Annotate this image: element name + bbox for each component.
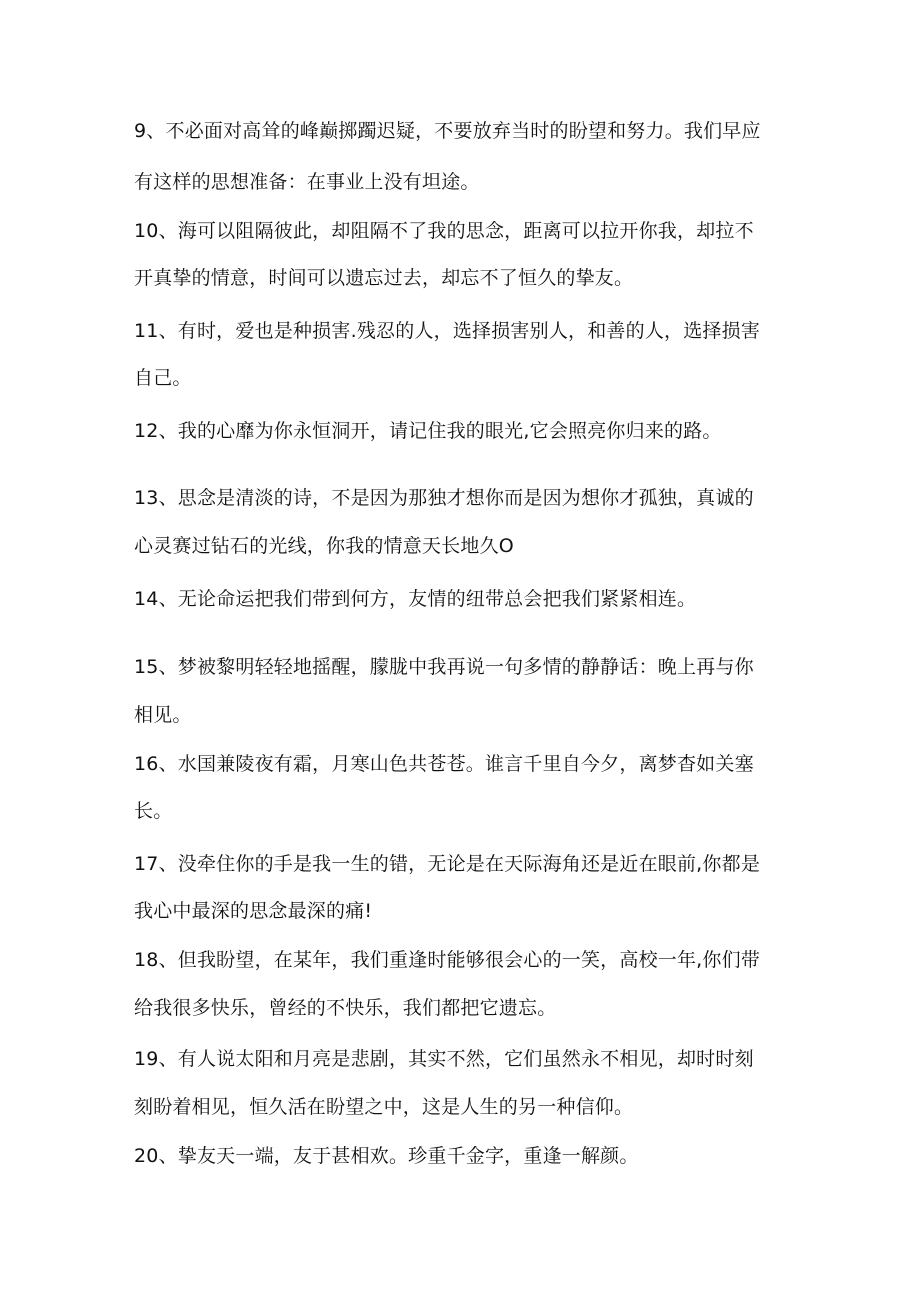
- paragraph-9-line-2: 有这样的思想准备：在事业上没有坦途。: [134, 171, 480, 193]
- paragraph-16-line-1: 16、水国兼陵夜有霜，月寒山色共苍苍。谁言千里自今夕，离梦杳如关塞: [134, 753, 754, 775]
- paragraph-15-line-2: 相见。: [134, 704, 192, 726]
- paragraph-17-line-1: 17、没牵住你的手是我一生的错，无论是在天际海角还是近在眼前,你都是: [134, 853, 761, 875]
- paragraph-9-line-1: 9、不必面对高耸的峰巅掷躅迟疑，不要放弃当时的盼望和努力。我们早应: [134, 120, 761, 142]
- paragraph-14-line-1: 14、无论命运把我们带到何方，友情的纽带总会把我们紧紧相连。: [134, 588, 697, 610]
- paragraph-10-line-1: 10、海可以阻隔彼此，却阻隔不了我的思念，距离可以拉开你我，却拉不: [134, 220, 754, 242]
- paragraph-19-line-2: 刻盼着相见，恒久活在盼望之中，这是人生的另一种信仰。: [134, 1096, 634, 1118]
- paragraph-18-line-1: 18、但我盼望，在某年，我们重逢时能够很会心的一笑，高校一年,你们带: [134, 949, 761, 971]
- paragraph-11-line-1: 11、有时，爱也是种损害.残忍的人，选择损害别人，和善的人，选择损害: [134, 320, 761, 342]
- paragraph-11-line-2: 自己。: [134, 367, 192, 389]
- paragraph-15-line-1: 15、梦被黎明轻轻地摇醒，朦胧中我再说一句多情的静静话：晚上再与你: [134, 656, 754, 678]
- paragraph-17-line-2: 我心中最深的思念最深的痛!: [134, 900, 373, 922]
- paragraph-16-line-2: 长。: [134, 800, 173, 822]
- paragraph-13-line-1: 13、思念是清淡的诗，不是因为那独才想你而是因为想你才孤独，真诚的: [134, 487, 754, 509]
- paragraph-10-line-2: 开真挚的情意，时间可以遗忘过去，却忘不了恒久的挚友。: [134, 267, 634, 289]
- paragraph-13-line-2: 心灵赛过钻石的光线，你我的情意天长地久O: [134, 535, 514, 557]
- paragraph-12-line-1: 12、我的心靡为你永恒洞开，请记住我的眼光,它会照亮你归来的路。: [134, 420, 722, 442]
- paragraph-18-line-2: 给我很多快乐，曾经的不快乐，我们都把它遗忘。: [134, 997, 557, 1019]
- paragraph-19-line-1: 19、有人说太阳和月亮是悲剧，其实不然，它们虽然永不相见，却时时刻: [134, 1048, 754, 1070]
- paragraph-20-line-1: 20、挚友天一端，友于甚相欢。珍重千金字，重逢一解颜。: [134, 1145, 639, 1167]
